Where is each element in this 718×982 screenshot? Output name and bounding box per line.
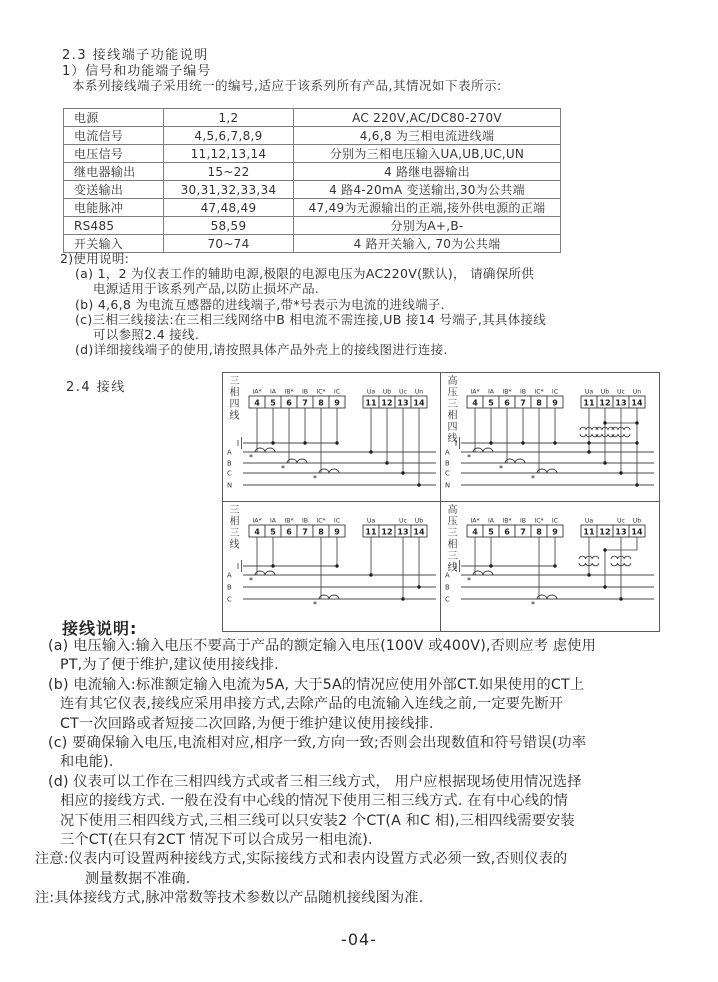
ct-polarity-mark: *	[313, 474, 317, 483]
svg-text:N: N	[227, 481, 233, 490]
terminal-numbers-cell: 1,2	[164, 109, 294, 127]
wiring-diagram-3p4w	[223, 373, 441, 502]
terminal-numbers-cell: 11,12,13,14	[164, 145, 294, 163]
svg-text:7: 7	[302, 527, 308, 537]
terminal-numbers-cell: 15~22	[164, 163, 294, 181]
svg-text:IA: IA	[269, 388, 277, 396]
svg-text:IA*: IA*	[252, 388, 262, 396]
svg-text:13: 13	[615, 398, 627, 408]
wiring-note-line: 况下使用三相四线方式,三相三线可以只安装2 个CT(A 和C 相),三相四线需要安装	[60, 812, 575, 829]
svg-text:IB: IB	[519, 388, 527, 396]
svg-text:IB*: IB*	[502, 388, 512, 396]
svg-text:13: 13	[397, 527, 409, 537]
svg-text:IA*: IA*	[470, 388, 480, 396]
svg-text:9: 9	[552, 398, 558, 408]
svg-text:N: N	[445, 481, 451, 490]
signal-name-cell: RS485	[64, 217, 164, 235]
description-cell: 4 路4-20mA 变送输出,30为公共端	[294, 181, 561, 199]
current-terminal-labels	[252, 518, 423, 525]
terminal-numbers-cell: 4,5,6,7,8,9	[164, 127, 294, 145]
svg-text:12: 12	[381, 398, 393, 408]
signal-name-cell: 电压信号	[64, 145, 164, 163]
terminal-numbers-cell: 58,59	[164, 217, 294, 235]
wiring-panel-hv-3p3w	[441, 502, 659, 631]
current-terminal-labels	[470, 389, 641, 396]
svg-text:C: C	[445, 469, 450, 478]
svg-text:7: 7	[302, 398, 308, 408]
svg-text:Uc: Uc	[617, 388, 625, 396]
svg-text:C: C	[227, 469, 232, 478]
description-cell: 分别为A+,B-	[294, 217, 561, 235]
wiring-panel-hv-3p4w	[441, 373, 659, 502]
svg-text:4: 4	[254, 398, 260, 408]
connection-wires	[475, 408, 639, 487]
svg-text:C: C	[445, 595, 450, 604]
ct-polarity-mark: *	[249, 576, 253, 585]
svg-text:9: 9	[334, 527, 340, 537]
section-2-3-title: 2.3 接线端子功能说明	[62, 48, 209, 63]
ct-symbols	[249, 448, 339, 483]
svg-text:B: B	[227, 583, 232, 592]
svg-text:IC*: IC*	[316, 388, 326, 396]
svg-text:8: 8	[318, 398, 324, 408]
svg-text:IC: IC	[333, 517, 341, 525]
terminal-function-table	[63, 108, 561, 253]
subsection-1-title: 1）信号和功能端子编号	[62, 64, 212, 79]
usage-notes	[60, 251, 546, 357]
svg-text:IB: IB	[301, 388, 309, 396]
svg-text:IB*: IB*	[284, 388, 294, 396]
svg-text:5: 5	[488, 527, 494, 537]
svg-text:5: 5	[270, 527, 276, 537]
svg-text:A: A	[445, 571, 450, 580]
svg-text:7: 7	[520, 398, 526, 408]
svg-text:6: 6	[504, 527, 510, 537]
svg-text:IC*: IC*	[534, 517, 544, 525]
current-terminal-labels	[252, 389, 423, 396]
ct-polarity-mark: *	[531, 600, 535, 609]
wiring-note-line: PT,为了便于维护,建议使用接线排.	[60, 657, 279, 674]
svg-text:4: 4	[254, 527, 260, 537]
svg-text:8: 8	[536, 527, 542, 537]
table-intro-text: 本系列接线端子采用统一的编号,适应于该系列所有产品,其情况如下表所示:	[72, 78, 502, 93]
svg-text:A: A	[227, 571, 232, 580]
svg-text:14: 14	[413, 398, 425, 408]
svg-text:6: 6	[286, 398, 292, 408]
wiring-note-line: 测量数据不准确.	[85, 870, 191, 887]
svg-text:11: 11	[583, 398, 595, 408]
svg-text:B: B	[445, 459, 450, 468]
wiring-note-line: 和电能).	[60, 754, 114, 771]
signal-name-cell: 电能脉冲	[64, 199, 164, 217]
svg-text:9: 9	[334, 398, 340, 408]
table-row	[64, 199, 561, 217]
svg-text:IA: IA	[269, 517, 277, 525]
usage-note-line: (a) 1，2 为仪表工作的辅助电源,极限的电源电压为AC220V(默认)， 请确保所供	[75, 266, 535, 282]
wiring-note-line: 三个CT(在只有2CT 情况下可以合成另一相电流).	[60, 832, 373, 849]
table-row	[64, 127, 561, 145]
wiring-diagram-hv-3p4w	[441, 373, 659, 502]
terminal-blocks	[467, 396, 645, 408]
svg-text:IB: IB	[301, 517, 309, 525]
svg-text:11: 11	[365, 527, 377, 537]
terminal-numbers-cell: 30,31,32,33,34	[164, 181, 294, 199]
connection-wires	[257, 537, 421, 601]
table-row	[64, 109, 561, 127]
svg-text:IA: IA	[487, 388, 495, 396]
svg-text:12: 12	[599, 398, 611, 408]
svg-text:13: 13	[615, 527, 627, 537]
panel-title: 高压三相四线	[445, 375, 456, 444]
wiring-note-line: 相应的接线方式. 一般在没有中心线的情况下使用三相三线方式. 在有中心线的情	[60, 793, 569, 810]
section-2-4-title: 2.4 接线	[66, 380, 126, 395]
wiring-note-line: (b) 电流输入:标准额定输入电流为5A, 大于5A的情况应使用外部CT.如果使用的CT上	[48, 676, 585, 693]
usage-note-line: (b) 4,6,8 为电流互感器的进线端子,带*号表示为电流的进线端子.	[75, 296, 445, 312]
svg-text:Un: Un	[632, 388, 642, 396]
svg-text:B: B	[227, 459, 232, 468]
svg-text:Un: Un	[414, 388, 424, 396]
connection-wires	[257, 408, 421, 487]
usage-note-line: 可以参照2.4 接线.	[93, 327, 200, 343]
svg-text:13: 13	[397, 398, 409, 408]
terminal-blocks	[467, 525, 645, 537]
svg-text:Ub: Ub	[600, 388, 610, 396]
svg-text:IC*: IC*	[534, 388, 544, 396]
ct-polarity-mark: *	[281, 464, 285, 473]
table-row	[64, 145, 561, 163]
ct-polarity-mark: *	[249, 453, 253, 462]
wiring-note-line: (c) 要确保输入电压,电流相对应,相序一致,方向一致;否则会出现数值和符号错误(功率	[48, 735, 587, 752]
wiring-note-line: (d) 仪表可以工作在三相四线方式或者三相三线方式， 用户应根据现场使用情况选择	[48, 773, 582, 790]
table-row	[64, 235, 561, 253]
signal-name-cell: 开关输入	[64, 235, 164, 253]
svg-text:IC: IC	[333, 388, 341, 396]
svg-text:14: 14	[631, 527, 643, 537]
wiring-note-line: 连有其它仪表,接线应采用串接方式,去除产品的电流输入连线之前,一定要先断开	[60, 696, 564, 713]
signal-name-cell: 变送输出	[64, 181, 164, 199]
wiring-note-line: (a) 电压输入:输入电压不要高于产品的额定输入电压(100V 或400V),否则应考 虑使用	[48, 638, 597, 654]
ct-polarity-mark: *	[499, 464, 503, 473]
wiring-note-line: 注:具体接线方式,脉冲常数等技术参数以产品随机接线图为准.	[35, 890, 424, 907]
svg-text:4: 4	[472, 527, 478, 537]
description-cell: AC 220V,AC/DC80-270V	[294, 109, 561, 127]
bus-lines	[445, 560, 654, 604]
table-row	[64, 217, 561, 235]
terminal-blocks	[249, 396, 427, 408]
svg-text:11: 11	[365, 398, 377, 408]
svg-text:6: 6	[286, 527, 292, 537]
wiring-panel-3p4w	[223, 373, 441, 502]
panel-title: 高压三相三线	[445, 504, 456, 573]
wiring-note-line: 注意:仪表内可设置两种接线方式,实际接线方式和表内设置方式必须一致,否则仪表的	[35, 851, 568, 868]
svg-text:IA*: IA*	[470, 517, 480, 525]
page-number: -04-	[341, 930, 377, 949]
svg-text:IC: IC	[551, 517, 559, 525]
wiring-note-line: CT一次回路或者短接二次回路,为便于维护建议使用接线排.	[60, 715, 434, 732]
svg-text:Ub: Ub	[632, 517, 642, 525]
bus-lines	[227, 437, 436, 490]
svg-text:5: 5	[270, 398, 276, 408]
svg-text:A: A	[227, 448, 232, 457]
svg-text:14: 14	[413, 527, 425, 537]
svg-text:4: 4	[472, 398, 478, 408]
svg-text:IA: IA	[487, 517, 495, 525]
table-row	[64, 181, 561, 199]
svg-text:Ub: Ub	[414, 517, 424, 525]
svg-text:Ua: Ua	[584, 388, 594, 396]
ct-symbols	[249, 571, 339, 609]
svg-text:8: 8	[318, 527, 324, 537]
svg-text:5: 5	[488, 398, 494, 408]
svg-text:12: 12	[381, 527, 393, 537]
wiring-diagram-grid	[222, 372, 660, 632]
wiring-panel-3p3w	[223, 502, 441, 631]
description-cell: 47,49为无源输出的正端,接外供电源的正端	[294, 199, 561, 217]
svg-text:6: 6	[504, 398, 510, 408]
wiring-diagram-hv-3p3w	[441, 502, 659, 631]
svg-text:Ua: Ua	[584, 517, 594, 525]
panel-title: 三相三线	[227, 504, 238, 550]
svg-text:Uc: Uc	[617, 517, 625, 525]
svg-text:IC*: IC*	[316, 517, 326, 525]
wiring-notes-heading: 接线说明:	[62, 619, 138, 638]
svg-text:14: 14	[631, 398, 643, 408]
description-cell: 分别为三相电压输入UA,UB,UC,UN	[294, 145, 561, 163]
svg-text:Ua: Ua	[366, 517, 376, 525]
terminal-blocks	[249, 525, 427, 537]
terminal-numbers-cell: 47,48,49	[164, 199, 294, 217]
ct-polarity-mark: *	[531, 474, 535, 483]
usage-note-line: (c)三相三线接法:在三相三线网络中B 相电流不需连接,UB 接14 号端子,其具体接线	[75, 311, 547, 327]
usage-note-line: 电源适用于该系列产品,以防止损坏产品.	[93, 281, 320, 297]
svg-text:Uc: Uc	[399, 517, 407, 525]
wiring-diagram-3p3w	[223, 502, 441, 631]
svg-text:A: A	[445, 448, 450, 457]
svg-text:Uc: Uc	[399, 388, 407, 396]
description-cell: 4 路开关输入, 70为公共端	[294, 235, 561, 253]
svg-text:Ua: Ua	[366, 388, 376, 396]
usage-notes-heading: 2)使用说明:	[60, 251, 130, 266]
description-cell: 4,6,8 为三相电流进线端	[294, 127, 561, 145]
svg-text:IB*: IB*	[502, 517, 512, 525]
svg-text:B: B	[445, 583, 450, 592]
signal-name-cell: 继电器输出	[64, 163, 164, 181]
signal-name-cell: 电流信号	[64, 127, 164, 145]
svg-text:12: 12	[599, 527, 611, 537]
svg-text:IC: IC	[551, 388, 559, 396]
ct-polarity-mark: *	[313, 600, 317, 609]
svg-text:IB*: IB*	[284, 517, 294, 525]
svg-text:8: 8	[536, 398, 542, 408]
ct-symbols	[467, 571, 557, 609]
current-terminal-labels	[470, 518, 641, 525]
description-cell: 4 路继电器输出	[294, 163, 561, 181]
terminal-numbers-cell: 70~74	[164, 235, 294, 253]
ct-polarity-mark: *	[467, 453, 471, 462]
panel-title: 三相四线	[227, 375, 238, 421]
svg-text:11: 11	[583, 527, 595, 537]
wiring-notes	[35, 637, 596, 909]
usage-note-line: (d)详细接线端子的使用,请按照具体产品外壳上的接线图进行连接.	[75, 342, 448, 358]
svg-text:7: 7	[520, 527, 526, 537]
svg-text:9: 9	[552, 527, 558, 537]
ct-symbols	[467, 448, 557, 483]
ct-polarity-mark: *	[467, 576, 471, 585]
svg-text:IB: IB	[519, 517, 527, 525]
connection-wires	[475, 537, 637, 601]
table-row	[64, 163, 561, 181]
bus-lines	[445, 437, 654, 490]
svg-text:C: C	[227, 595, 232, 604]
signal-name-cell: 电源	[64, 109, 164, 127]
svg-text:IA*: IA*	[252, 517, 262, 525]
svg-text:Ub: Ub	[382, 388, 392, 396]
bus-lines	[227, 560, 436, 604]
